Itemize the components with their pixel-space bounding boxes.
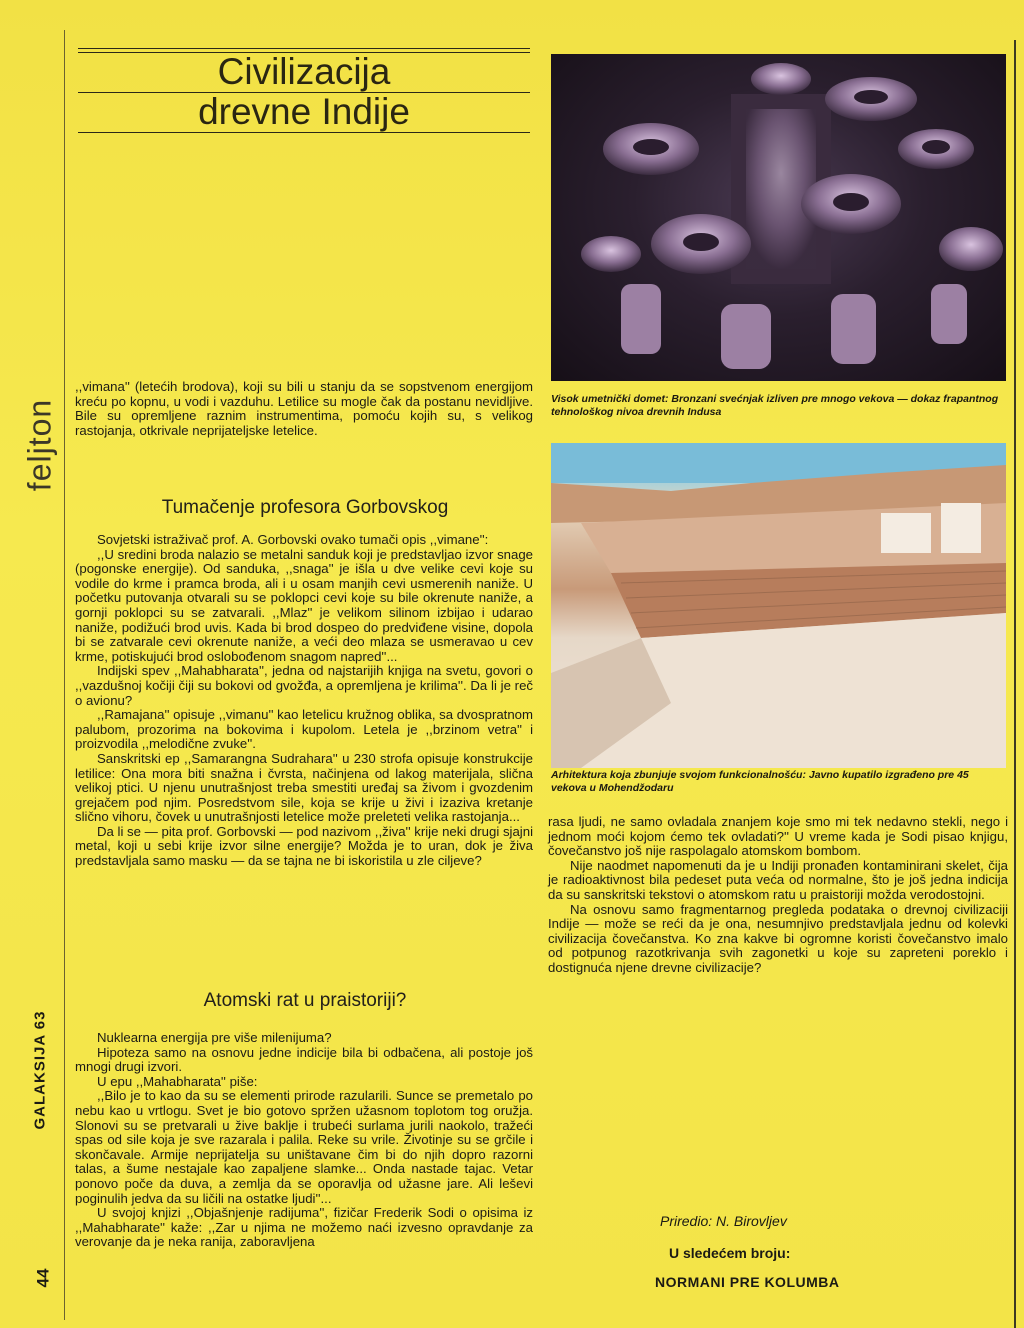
section-label-text: feljton: [21, 398, 58, 492]
magazine-name: GALAKSIJA 63: [31, 1010, 49, 1130]
paragraph: Nuklearna energija pre više milenijuma?: [97, 1030, 332, 1045]
next-issue-label: U sledećem broju:: [669, 1245, 791, 1261]
paragraph: ,,U sredini broda nalazio se metalni sanduk koji je predstavljao izvor snage (pogonske energije). Od sanduka, ,,snaga'' je išla u dve velike cevi koje su vodile do krme i pramca broda, ali i u osam manjih cevi usmerenih naniže. U početku putovanja otvarali su se poklopci cevi koje su bile okrenute naniže, a gornji poklopci su se zatvarali. ,,Mlaz'' je velikom silinom izbijao i udarao naniže, podižući brod uvis. Kada bi brod dospeo do predviđene visine, dopola bi se zatvarale cevi okrenute naniže, a veći deo mlaza se usmeravao u cev krme, potiskujući brod oslobođenom snagom napred''...: [75, 546, 533, 664]
title-line-1: Civilizacija: [217, 51, 391, 92]
paragraph: ,,Ramajana'' opisuje ,,vimanu'' kao letelicu kružnog oblika, sa dvospratnom palubom, prozorima na bokovima i kupolom. Letela je ,,brzinom vetra'' i proizvodila ,,melodične zvuke''.: [75, 707, 533, 752]
paragraph: ,,Bilo je to kao da su se elementi prirode razularili. Sunce se premetalo po nebu kao u vrtlogu. Svet je bio gotovo spržen užasnom toplotom tog oružja. Slonovi su se pretvarali u žive baklje i trubeći surlama jurili naokolo, tražeći spas od sile koja je sve razarala i palila. Reke su vrile. Životinje su se grčile i skončavale. Armije neprijatelja su uništavane čim bi do njih dopro razorni talas, a šume nestajale kao zapaljene slamke... Onda nastade tajac. Vetar ponovo poče da duva, a zemlja da se oporavlja od užasne jare. Ali leševi poginulih jedva da su ličili na ostatke ljudi''...: [75, 1088, 533, 1206]
paragraph: Nije naodmet napomenuti da je u Indiji pronađen kontaminirani skelet, čija je radioaktivnost bila pedeset puta veća od normalne, što je još jedna indicija da su sanskritski tekstovi o atomskom ratu u praistoriji možda verodostojni.: [548, 857, 1008, 902]
section-atomic-body: [75, 1031, 533, 1250]
author-credit: Priredio: N. Birovljev: [660, 1213, 787, 1229]
magazine-label: [18, 950, 62, 1190]
title-line-2: drevne Indije: [198, 91, 410, 132]
intro-paragraph: ,,vimana'' (letećih brodova), koji su bili u stanju da se sopstvenom energijom kreću po kopnu, u vodi i vazduhu. Letilice su mogle čak da postanu nevidljive. Bile su opremljene raznim instrumentima, pomoću kojih su, s velikog rastojanja, otkrivale neprijateljske letelice.: [75, 379, 533, 438]
paragraph: U svojoj knjizi ,,Objašnjenje radijuma'', fizičar Frederik Sodi o opisima iz ,,Mahabharate'' kaže: ,,Zar u njima ne možemo naći izvesno opravdanje za verovanje da je neka ranija, zaboravljena: [75, 1205, 533, 1250]
section-gorbovski-body: [75, 533, 533, 869]
title-rule-bottom: [78, 132, 530, 133]
margin-rule: [64, 30, 65, 1320]
paragraph: Da li se — pita prof. Gorbovski — pod nazivom ,,živa'' krije neki drugi sjajni metal, koji u sebi krije izvor silne energije? Možda je to uran, dok je živa predstavljala samo masku — da se tajna ne bi iskoristila u zle ciljeve?: [75, 823, 533, 869]
column-two-body: [548, 815, 1008, 976]
section-label: [18, 380, 62, 510]
paragraph: U epu ,,Mahabharata'' piše:: [97, 1073, 258, 1089]
paragraph: Hipoteza samo na osnovu jedne indicije bila bi odbačena, ali postoje još mnogi drugi izvori.: [75, 1044, 533, 1075]
paragraph: rasa ljudi, ne samo ovladala znanjem koje smo mi tek nedavno stekli, nego i jednom moći kojom ćemo tek ovladati?'' U vreme kada je Sodi pisao knjigu, čovečanstvo još nije raspolagalo atomskom bombom.: [548, 814, 1008, 859]
paragraph: Sovjetski istraživač prof. A. Gorbovski ovako tumači opis ,,vimane'':: [97, 532, 489, 547]
page-number: 44: [33, 1268, 53, 1288]
caption-great-bath: Arhitektura koja zbunjuje svojom funkcionalnošću: Javno kupatilo izgrađeno pre 45 vekova u Mohendžodaru: [551, 769, 969, 794]
great-bath-photo: [551, 443, 1006, 768]
subhead-gorbovski: Tumačenje profesora Gorbovskog: [161, 497, 449, 518]
title-rule-top: [78, 48, 530, 49]
article-title: [78, 48, 530, 134]
candelabrum-photo: [551, 54, 1006, 381]
subhead-atomic-war: Atomski rat u praistoriji?: [203, 990, 407, 1011]
next-issue-title: NORMANI PRE KOLUMBA: [655, 1274, 840, 1290]
caption-candelabrum: Visok umetnički domet: Bronzani svećnjak izliven pre mnogo vekova — dokaz frapantnog tehnološkog nivoa drevnih Indusa: [551, 393, 999, 418]
paragraph: Na osnovu samo fragmentarnog pregleda podataka o drevnoj civilizaciji Indije — može se reći da je ona, nesumnjivo predstavljala jednu od kolevki civilizacija čovečanstva. Ko zna kakve bi ogromne koristi čovečanstvo imalo od potpunog razotkrivanja svih zagonetki u koje su zapreteni poreklo i dostignuća njene drevne civilizacije?: [548, 901, 1008, 975]
bronze-candelabrum-icon: [551, 54, 1006, 381]
ancient-bath-ruins-icon: [551, 443, 1006, 768]
paragraph: Indijski spev ,,Mahabharata'', jedna od najstarijih knjiga na svetu, govori o ,,vazdušnoj kočiji čiji su bokovi od gvožđa, a opremljena je krilima''. Da li je reč o avionu?: [75, 663, 533, 708]
paragraph: Sanskritski ep ,,Samarangna Sudrahara'' u 230 strofa opisuje konstrukcije letilice: Ona mora biti snažna i čvrsta, načinjena od lakog materijala, slična velikoj ptici. U njenu unutrašnjost treba smestiti uređaj sa živom i gvozdenim grejačem pod njim. Posredstvom sile, koja se krije u živi i izaziva kretanje slično vihoru, čovek u unutrašnjosti letelice može preleteti velika rastojanja...: [75, 750, 533, 825]
page-edge: [1014, 40, 1016, 1328]
